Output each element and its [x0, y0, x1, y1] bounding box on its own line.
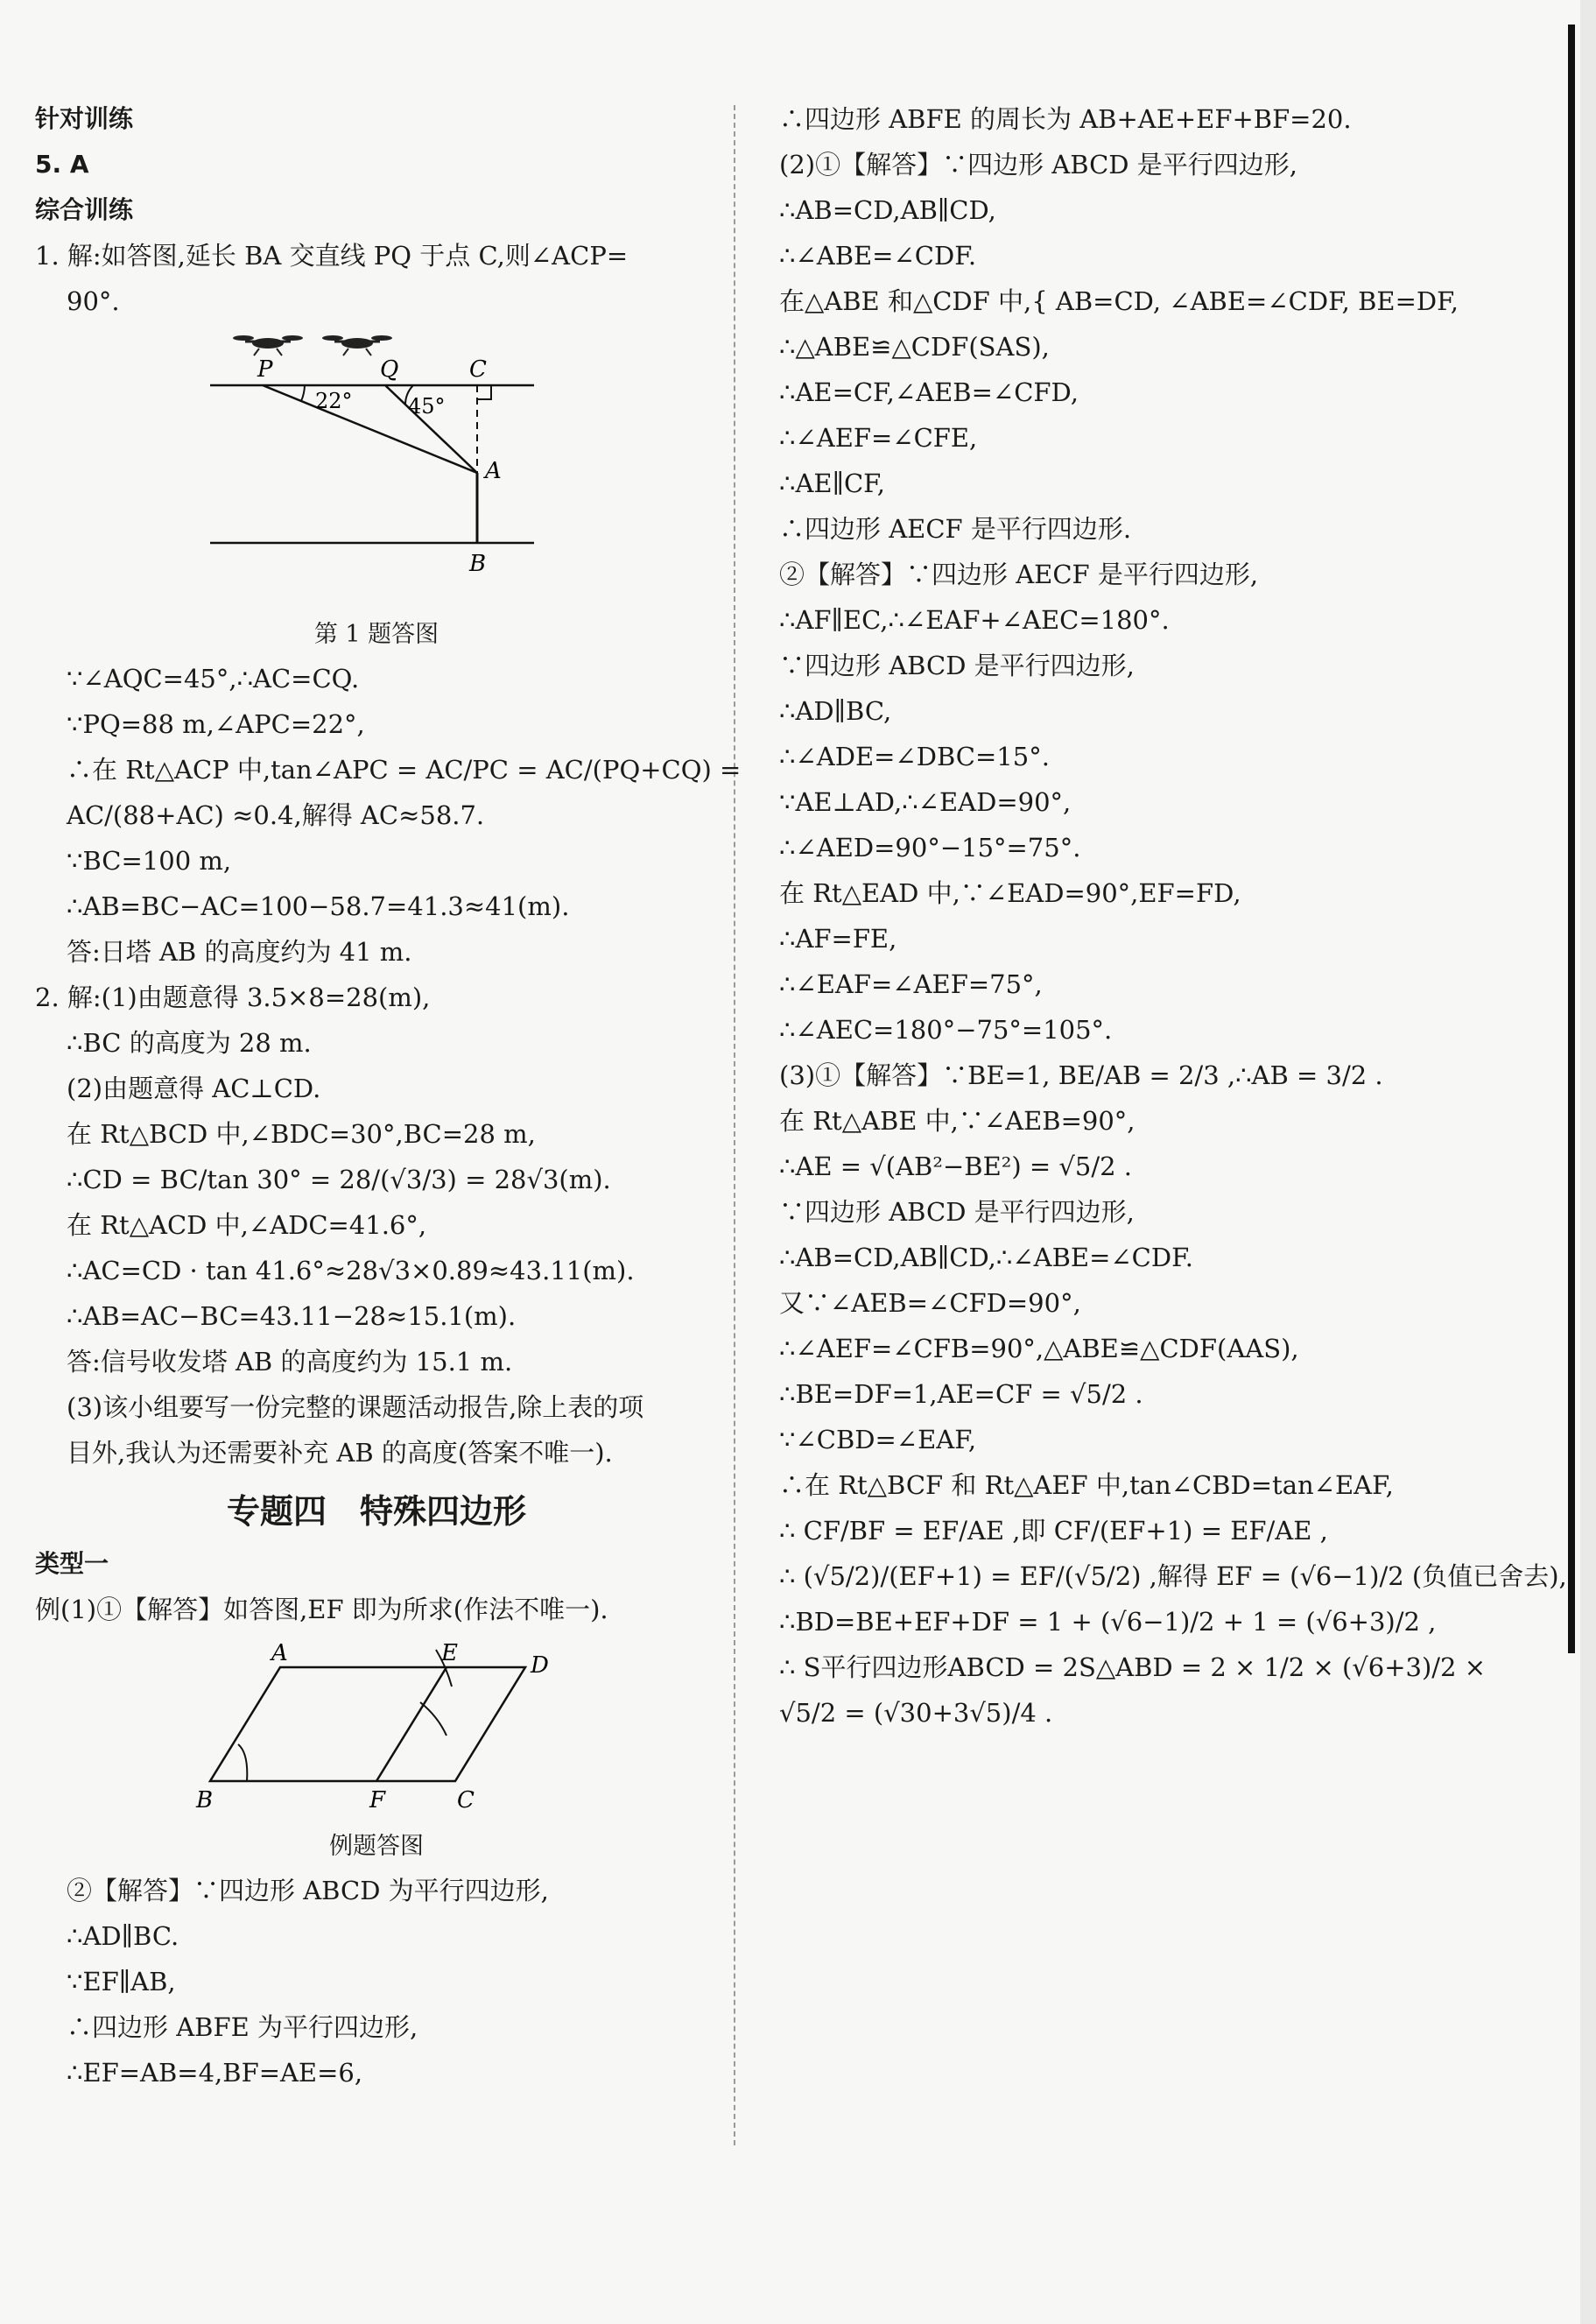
text-line: 答:日塔 AB 的高度约为 41 m.	[67, 937, 412, 967]
label-P: P	[257, 356, 273, 383]
text-line: ∴AB=BC−AC=100−58.7=41.3≈41(m).	[67, 891, 570, 921]
arc-mark-e	[420, 1702, 446, 1736]
text-line: √5/2 = (√30+3√5)/4 .	[779, 1698, 1053, 1728]
text-line: ∴AB=CD,AB∥CD,	[779, 195, 996, 225]
text-line: 在 Rt△ACD 中,∠ADC=41.6°,	[67, 1210, 427, 1240]
left-column	[35, 104, 742, 2104]
figure-2-parallelogram	[184, 1641, 569, 1816]
text-line: 答:信号收发塔 AB 的高度约为 15.1 m.	[67, 1347, 513, 1377]
text-line: ②【解答】∵四边形 AECF 是平行四边形,	[779, 560, 1259, 589]
figure-1-caption: 第 1 题答图	[313, 621, 439, 648]
text-line: ∴AF=FE,	[779, 924, 897, 954]
heading-line: 类型一	[35, 1549, 109, 1578]
text-line: ∵∠CBD=∠EAF,	[779, 1425, 977, 1454]
text-line: ∴∠AEF=∠CFB=90°,△ABE≌△CDF(AAS),	[779, 1334, 1299, 1363]
text-line: ∴△ABE≌△CDF(SAS),	[779, 332, 1050, 362]
arc-mark-b	[238, 1744, 247, 1781]
section-title: 专题四 特殊四边形	[226, 1492, 526, 1531]
text-line: ∴四边形 ABFE 为平行四边形,	[67, 2012, 418, 2042]
label-C: C	[469, 356, 487, 383]
left-lines-example	[35, 1550, 718, 1623]
text-line: ∵BC=100 m,	[67, 846, 232, 876]
label-E: E	[441, 1641, 458, 1666]
text-line: 在 Rt△EAD 中,∵∠EAD=90°,EF=FD,	[779, 878, 1241, 908]
text-line: ∴∠ADE=∠DBC=15°.	[779, 742, 1050, 771]
text-line: ∵AE⊥AD,∴∠EAD=90°,	[779, 787, 1072, 817]
text-line: ∴BE=DF=1,AE=CF = √5/2 .	[779, 1379, 1143, 1409]
text-line: ∵PQ=88 m,∠APC=22°,	[67, 709, 365, 739]
text-line: ∴AD∥BC.	[67, 1921, 179, 1951]
left-lines-middle	[35, 664, 742, 1468]
text-line: (3)①【解答】∵BE=1, BE/AB = 2/3 ,∴AB = 3/2 .	[779, 1060, 1383, 1090]
label-F: F	[369, 1787, 386, 1813]
heading-line: 综合训练	[35, 195, 134, 224]
label-C: C	[457, 1787, 475, 1813]
parallelogram-abcd	[210, 1667, 525, 1781]
text-line: ∴∠AEC=180°−75°=105°.	[779, 1015, 1113, 1045]
text-line: ∴ CF/BF = EF/AE ,即 CF/(EF+1) = EF/AE ,	[779, 1516, 1328, 1546]
text-line: ∵∠AQC=45°,∴AC=CQ.	[67, 664, 360, 694]
text-line: ∴AB=CD,AB∥CD,∴∠ABE=∠CDF.	[779, 1243, 1193, 1272]
label-B: B	[469, 551, 487, 577]
text-line: 目外,我认为还需要补充 AB 的高度(答案不唯一).	[67, 1438, 613, 1468]
text-line: ∵四边形 ABCD 是平行四边形,	[779, 1197, 1135, 1227]
text-line: 90°.	[67, 286, 120, 316]
text-line: (3)该小组要写一份完整的课题活动报告,除上表的项	[67, 1392, 644, 1422]
text-line: ∴BD=BE+EF+DF = 1 + (√6−1)/2 + 1 = (√6+3)/2 ,	[779, 1607, 1437, 1637]
text-line: ∴四边形 ABFE 的周长为 AB+AE+EF+BF=20.	[779, 104, 1352, 134]
heading-line: 针对训练	[35, 104, 134, 133]
text-line: ②【解答】∵四边形 ABCD 为平行四边形,	[67, 1876, 549, 1905]
text-line: ∴∠AED=90°−15°=75°.	[779, 833, 1081, 863]
text-line: 在△ABE 和△CDF 中,{ AB=CD, ∠ABE=∠CDF, BE=DF,	[779, 286, 1459, 316]
right-lines	[779, 104, 1567, 1728]
angle-label-22: 22°	[315, 389, 353, 413]
text-line: ∴AE = √(AB²−BE²) = √5/2 .	[779, 1151, 1133, 1181]
text-line: AC/(88+AC) ≈0.4,解得 AC≈58.7.	[67, 800, 485, 830]
right-angle-mark	[477, 385, 491, 399]
text-line: ∴AB=AC−BC=43.11−28≈15.1(m).	[67, 1301, 517, 1331]
text-line: ∴∠EAF=∠AEF=75°,	[779, 969, 1043, 999]
left-lines-bottom	[35, 1877, 718, 2087]
text-line: 例(1)①【解答】如答图,EF 即为所求(作法不唯一).	[35, 1595, 608, 1624]
angle-label-45: 45°	[408, 394, 446, 419]
text-line: ∴AE∥CF,	[779, 468, 885, 498]
text-line: (2)①【解答】∵四边形 ABCD 是平行四边形,	[779, 150, 1297, 180]
text-line: ∵四边形 ABCD 是平行四边形,	[779, 651, 1135, 680]
label-Q: Q	[380, 356, 399, 383]
text-line: 2. 解:(1)由题意得 3.5×8=28(m),	[35, 982, 431, 1012]
text-line: 1. 解:如答图,延长 BA 交直线 PQ 于点 C,则∠ACP=	[35, 241, 629, 271]
text-line: ∴ S平行四边形ABCD = 2S△ABD = 2 × 1/2 × (√6+3)/2 ×	[779, 1652, 1487, 1682]
text-line: 在 Rt△ABE 中,∵∠AEB=90°,	[779, 1106, 1135, 1136]
drone-icon	[322, 335, 392, 356]
text-line: ∴AF∥EC,∴∠EAF+∠AEC=180°.	[779, 605, 1170, 635]
text-line: ∴ (√5/2)/(EF+1) = EF/(√5/2) ,解得 EF = (√6−1)/2 (负值已舍去),	[779, 1561, 1567, 1591]
text-line: ∴BC 的高度为 28 m.	[67, 1028, 312, 1058]
text-line: ∴AD∥BC,	[779, 696, 892, 726]
label-A: A	[485, 458, 502, 484]
figure-1-drone-tower	[193, 333, 560, 604]
text-line: ∴AC=CD · tan 41.6°≈28√3×0.89≈43.11(m).	[67, 1256, 635, 1285]
text-line: ∴EF=AB=4,BF=AE=6,	[67, 2058, 363, 2088]
label-D: D	[531, 1652, 549, 1679]
figure-2-caption: 例题答图	[329, 1833, 424, 1860]
drone-icon	[233, 335, 303, 356]
text-line: ∴在 Rt△ACP 中,tan∠APC = AC/PC = AC/(PQ+CQ) =	[67, 755, 742, 785]
segment-ef	[376, 1667, 446, 1781]
text-line: ∴∠AEF=∠CFE,	[779, 423, 978, 453]
text-line: ∴在 Rt△BCF 和 Rt△AEF 中,tan∠CBD=tan∠EAF,	[779, 1470, 1394, 1500]
angle-arc-p	[301, 385, 305, 401]
heading-line: 5. A	[35, 150, 89, 179]
text-line: ∴CD = BC/tan 30° = 28/(√3/3) = 28√3(m).	[67, 1165, 611, 1194]
text-line: ∵EF∥AB,	[67, 1967, 176, 1997]
text-line: ∴∠ABE=∠CDF.	[779, 241, 977, 271]
text-line: (2)由题意得 AC⊥CD.	[67, 1074, 321, 1103]
label-B: B	[196, 1787, 214, 1813]
page-edge	[1580, 0, 1596, 2324]
text-line: 在 Rt△BCD 中,∠BDC=30°,BC=28 m,	[67, 1119, 536, 1149]
text-line: ∴AE=CF,∠AEB=∠CFD,	[779, 377, 1079, 407]
left-lines-top	[35, 105, 718, 315]
label-A: A	[271, 1641, 288, 1666]
column-divider	[734, 105, 735, 2145]
text-line: ∴四边形 AECF 是平行四边形.	[779, 514, 1132, 544]
binding-edge	[1568, 25, 1575, 1653]
right-column	[779, 104, 1567, 1744]
text-line: 又∵∠AEB=∠CFD=90°,	[779, 1288, 1081, 1318]
